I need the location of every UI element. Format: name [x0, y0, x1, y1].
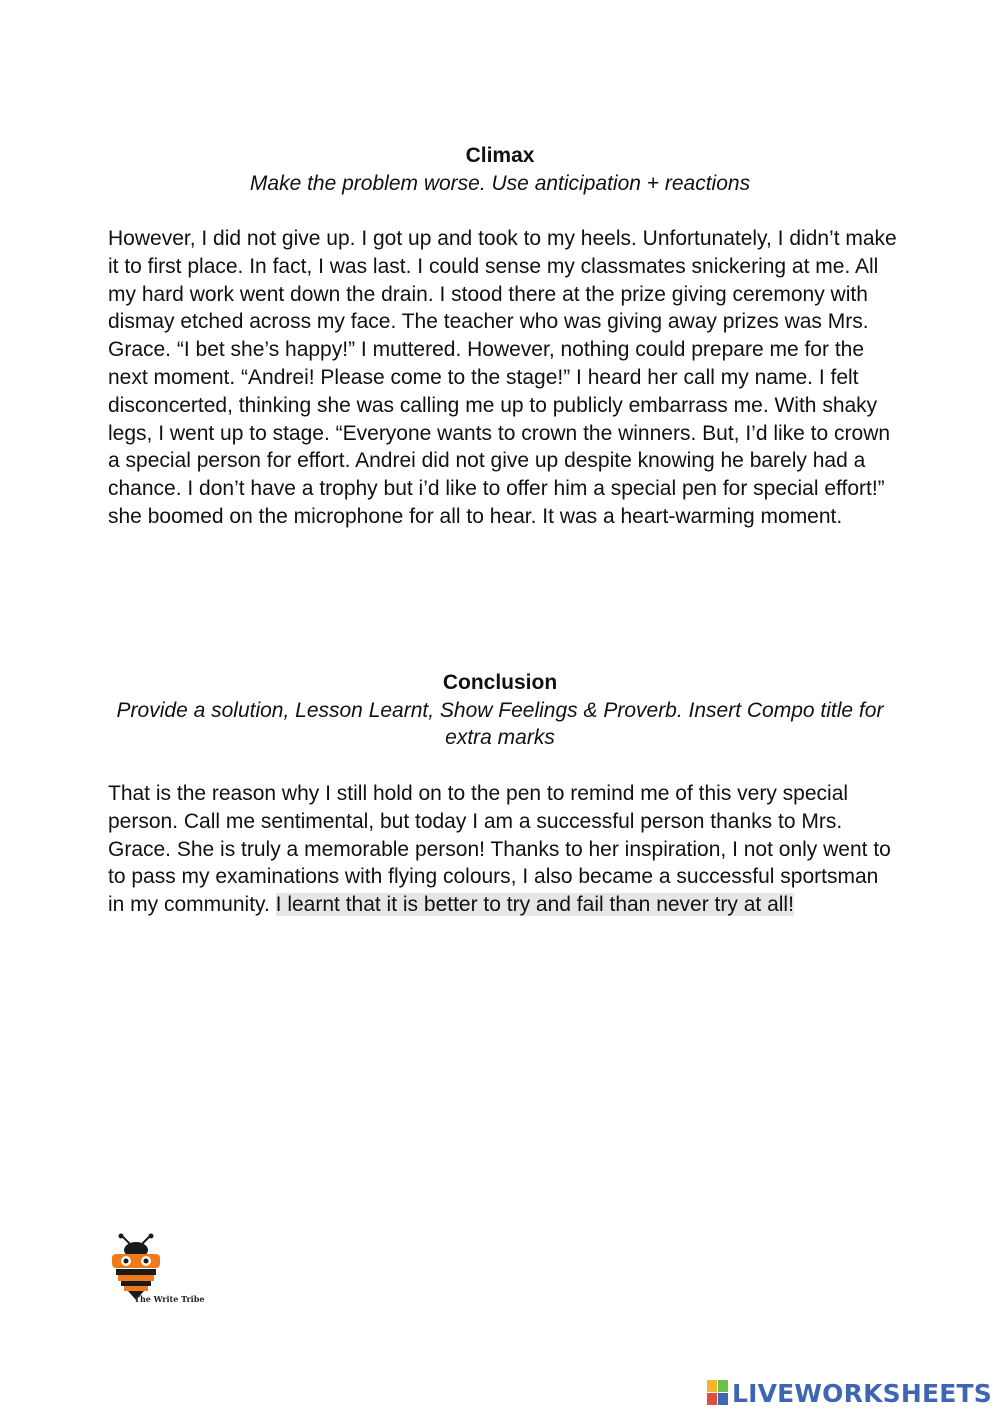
conclusion-body: That is the reason why I still hold on to the pen to remind me of this very special person. Call me sentimental, but today I am a successful person thanks to Mrs. Grace. She is truly a memorable person! Thanks to her inspiration, I not only went to to pass my examinations with flying colours, I also became a successful sportsman in my community. [108, 782, 891, 917]
bee-icon [108, 1232, 168, 1302]
conclusion-title: Conclusion [442, 671, 558, 694]
conclusion-paragraph [108, 780, 898, 919]
liveworksheets-watermark [707, 1377, 992, 1409]
climax-subtitle: Make the problem worse. Use anticipation + reactions [249, 172, 751, 195]
proverb-highlight: I learnt that it is better to try and fail than never try at all! [275, 893, 794, 917]
climax-title: Climax [465, 144, 535, 167]
climax-paragraph: However, I did not give up. I got up and took to my heels. Unfortunately, I didn’t make it to first place. In fact, I was last. I could sense my classmates snickering at me. All my hard work went down the drain. I stood there at the prize giving ceremony with dismay etched across my face. The teacher who was giving away prizes was Mrs. Grace. “I bet she’s happy!” I muttered. However, nothing could prepare me for the next moment. “Andrei! Please come to the stage!” I heard her call my name. I felt disconcerted, thinking she was calling me up to publicly embarrass me. With shaky legs, I went up to stage. “Everyone wants to crown the winners. But, I’d like to crown a special person for effort. Andrei did not give up despite knowing he barely had a chance. I don’t have a trophy but i’d like to offer him a special pen for special effort!” she boomed on the microphone for all to hear. It was a heart-warming moment. [108, 227, 897, 528]
conclusion-subtitle: Provide a solution, Lesson Learnt, Show Feelings & Proverb. Insert Compo title for extra marks [116, 699, 884, 749]
liveworksheets-text: LIVEWORKSHEETS [731, 1378, 992, 1408]
liveworksheets-logo-icon [707, 1380, 729, 1406]
logo-text: The Write Tribe [134, 1294, 205, 1304]
write-tribe-logo [108, 1232, 218, 1312]
